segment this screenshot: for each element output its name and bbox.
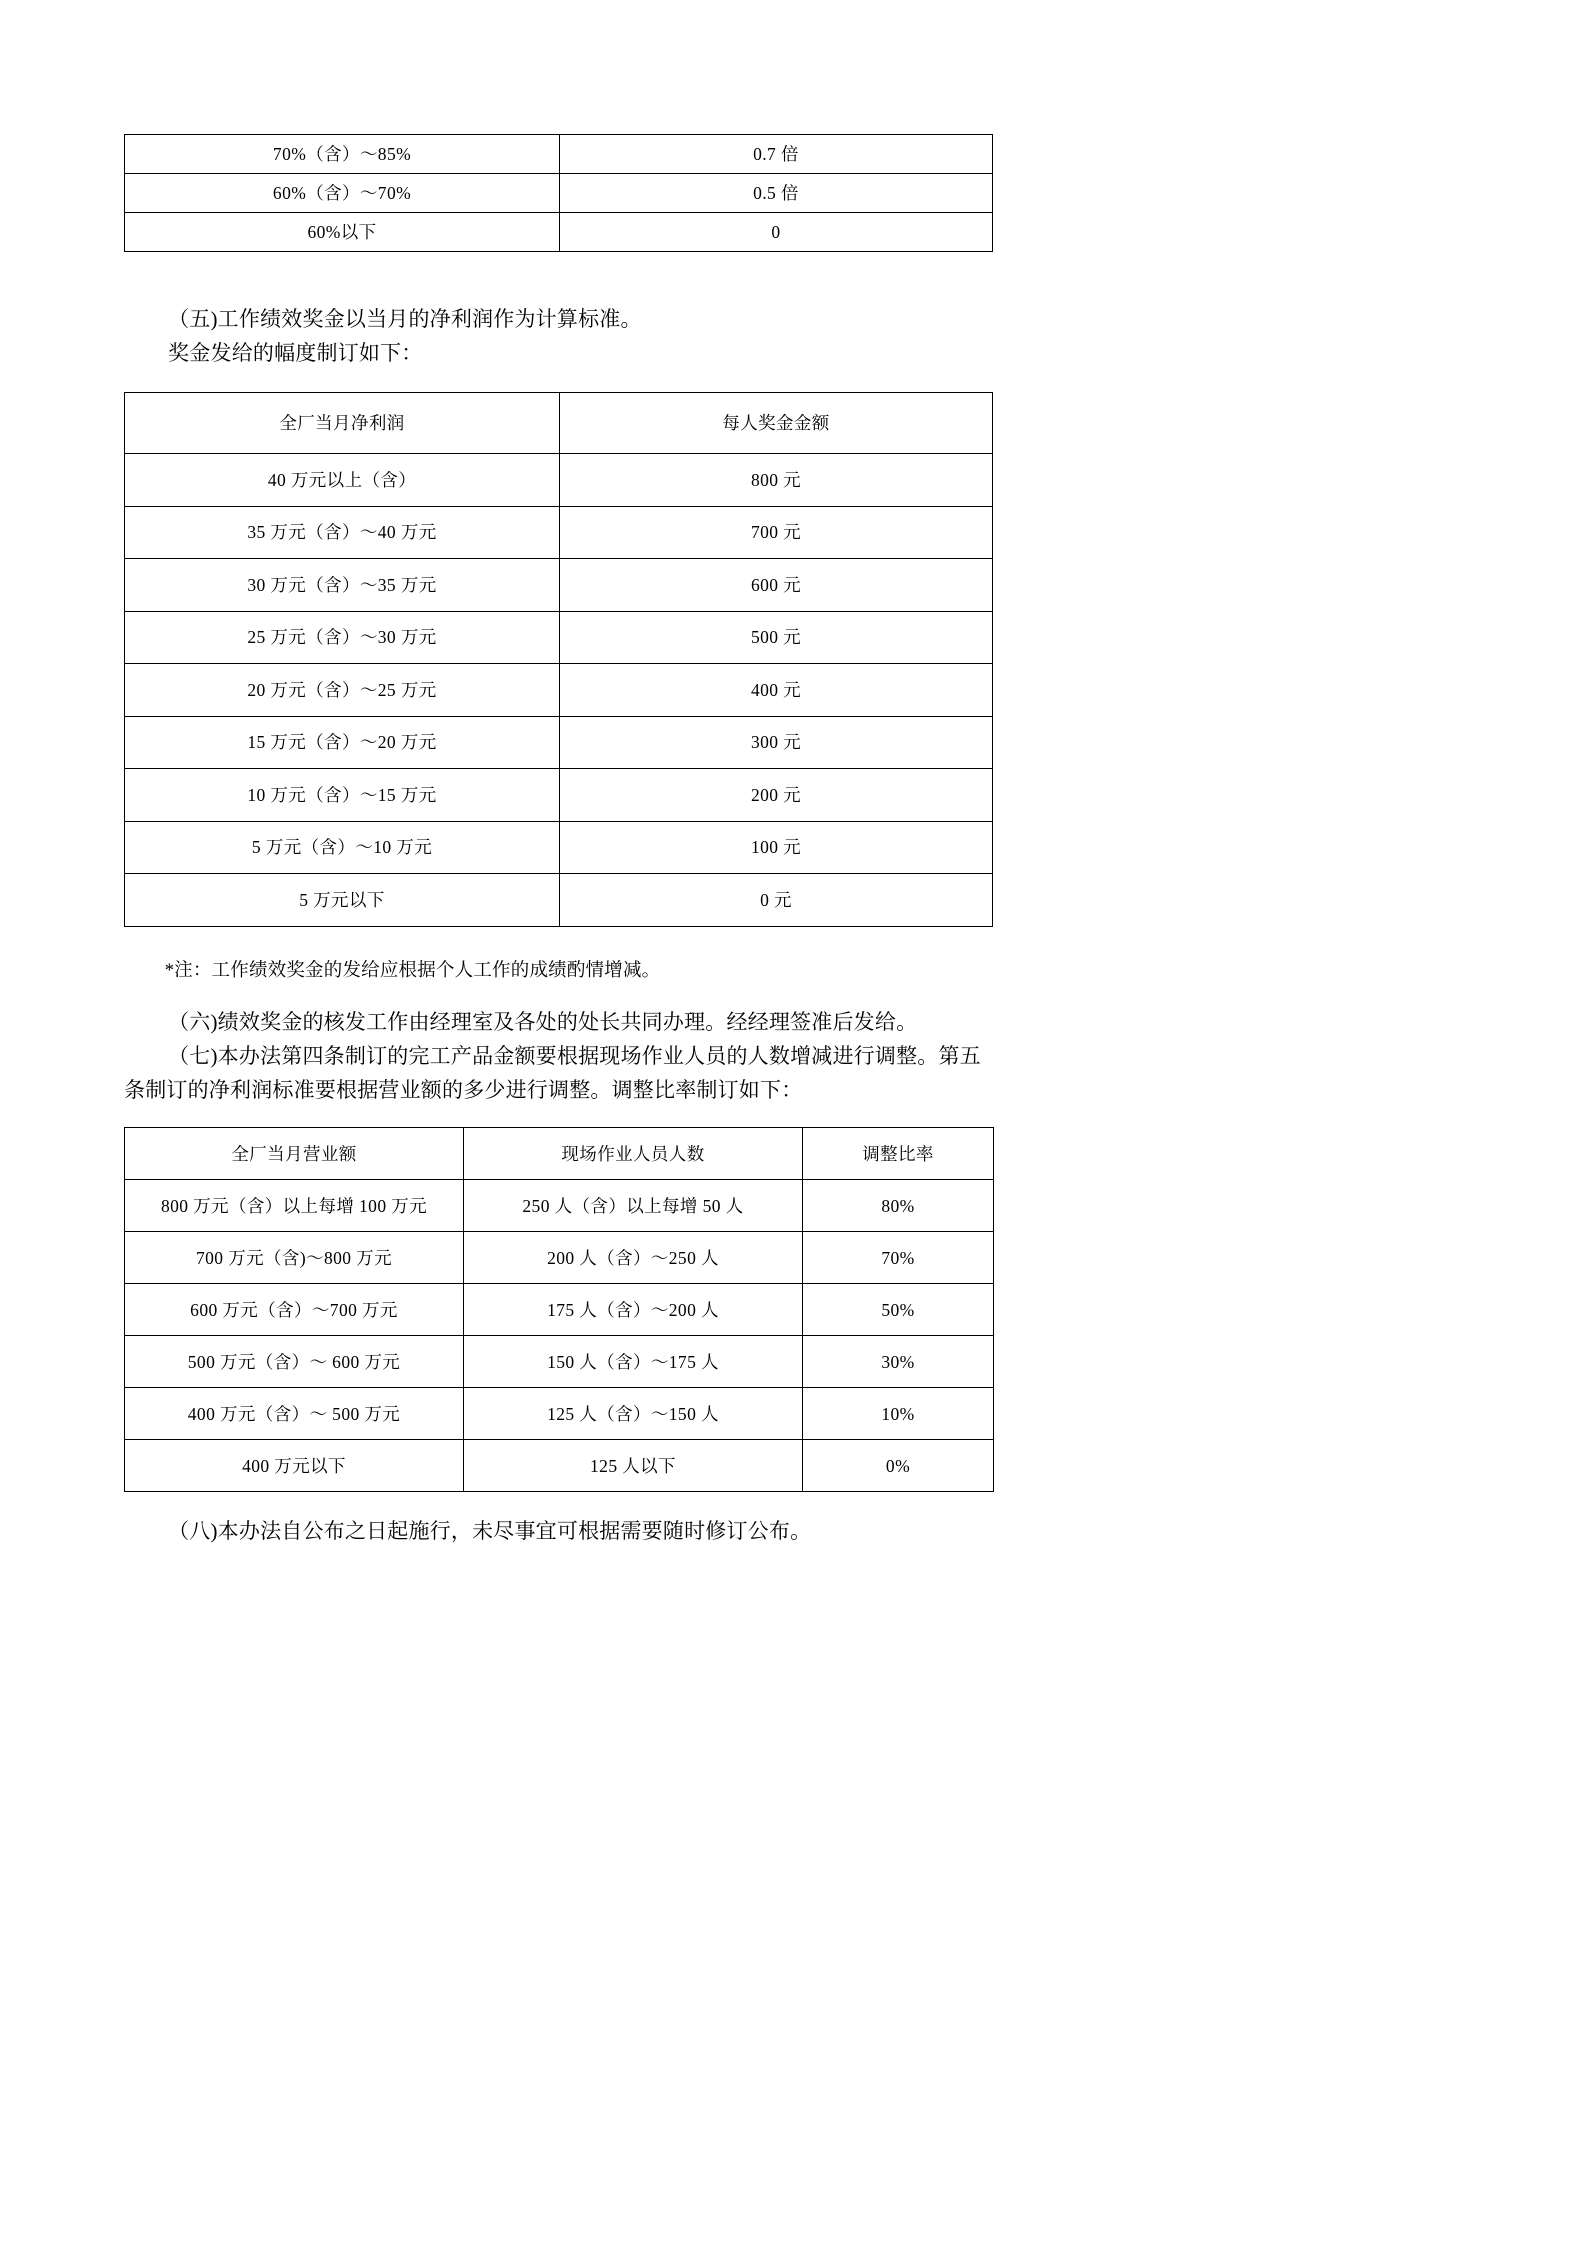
table-row — [125, 135, 993, 174]
table-row — [125, 664, 993, 717]
cell-factor: 0.5 倍 — [560, 174, 993, 213]
cell-factor: 0 — [560, 213, 993, 252]
cell-headcount: 250 人（含）以上每增 50 人 — [464, 1180, 803, 1232]
cell-ratio: 10% — [803, 1388, 994, 1440]
header-onsite-headcount: 现场作业人员人数 — [464, 1128, 803, 1180]
cell-ratio: 0% — [803, 1440, 994, 1492]
bonus-amount-table — [124, 392, 993, 927]
cell-profit: 20 万元（含）～25 万元 — [125, 664, 560, 717]
cell-headcount: 200 人（含）～250 人 — [464, 1232, 803, 1284]
cell-ratio: 50% — [803, 1284, 994, 1336]
cell-revenue: 600 万元（含）～700 万元 — [125, 1284, 464, 1336]
cell-bonus: 300 元 — [560, 716, 993, 769]
cell-bonus: 0 元 — [560, 874, 993, 927]
cell-revenue: 400 万元以下 — [125, 1440, 464, 1492]
table-row — [125, 174, 993, 213]
cell-profit: 5 万元以下 — [125, 874, 560, 927]
cell-ratio: 70% — [803, 1232, 994, 1284]
cell-headcount: 175 人（含）～200 人 — [464, 1284, 803, 1336]
paragraph-item-8: （八)本办法自公布之日起施行，未尽事宜可根据需要随时修订公布。 — [168, 1519, 812, 1544]
paragraph-item-7-line1: （七)本办法第四条制订的完工产品金额要根据现场作业人员的人数增减进行调整。第五 — [168, 1044, 981, 1069]
cell-bonus: 200 元 — [560, 769, 993, 822]
document-content — [124, 0, 990, 1548]
table-row — [125, 1440, 994, 1492]
table-row — [125, 506, 993, 559]
cell-factor: 0.7 倍 — [560, 135, 993, 174]
cell-headcount: 125 人以下 — [464, 1440, 803, 1492]
header-adjustment-ratio: 调整比率 — [803, 1128, 994, 1180]
cell-ratio: 80% — [803, 1180, 994, 1232]
table-row — [125, 213, 993, 252]
cell-revenue: 800 万元（含）以上每增 100 万元 — [125, 1180, 464, 1232]
table-row — [125, 1388, 994, 1440]
table-row — [125, 611, 993, 664]
cell-headcount: 150 人（含）～175 人 — [464, 1336, 803, 1388]
cell-bonus: 500 元 — [560, 611, 993, 664]
top-spacer — [124, 0, 990, 134]
cell-profit: 35 万元（含）～40 万元 — [125, 506, 560, 559]
cell-profit: 25 万元（含）～30 万元 — [125, 611, 560, 664]
cell-ratio: 30% — [803, 1336, 994, 1388]
cell-profit: 15 万元（含）～20 万元 — [125, 716, 560, 769]
spacer — [124, 1107, 990, 1127]
table-header-row — [125, 1128, 994, 1180]
cell-revenue: 500 万元（含）～ 600 万元 — [125, 1336, 464, 1388]
cell-range: 60%（含）～70% — [125, 174, 560, 213]
cell-profit: 5 万元（含）～10 万元 — [125, 821, 560, 874]
table-row — [125, 1336, 994, 1388]
cell-revenue: 400 万元（含）～ 500 万元 — [125, 1388, 464, 1440]
table-row — [125, 769, 993, 822]
table-row — [125, 1284, 994, 1336]
table-row — [125, 716, 993, 769]
header-monthly-net-profit: 全厂当月净利润 — [125, 393, 560, 454]
cell-bonus: 600 元 — [560, 559, 993, 612]
table-note: *注：工作绩效奖金的发给应根据个人工作的成绩酌情增减。 — [164, 961, 661, 982]
header-monthly-revenue: 全厂当月营业额 — [125, 1128, 464, 1180]
adjustment-ratio-table — [124, 1127, 994, 1492]
cell-bonus: 400 元 — [560, 664, 993, 717]
paragraph-item-7-line2: 条制订的净利润标准要根据营业额的多少进行调整。调整比率制订如下： — [124, 1078, 803, 1103]
cell-profit: 10 万元（含）～15 万元 — [125, 769, 560, 822]
cell-profit: 30 万元（含）～35 万元 — [125, 559, 560, 612]
cell-bonus: 100 元 — [560, 821, 993, 874]
cell-profit: 40 万元以上（含） — [125, 454, 560, 507]
cell-bonus: 800 元 — [560, 454, 993, 507]
table-row — [125, 1180, 994, 1232]
table-row — [125, 821, 993, 874]
table-row — [125, 454, 993, 507]
cell-range: 60%以下 — [125, 213, 560, 252]
continued-ratio-table — [124, 134, 993, 252]
paragraph-item-5: （五)工作绩效奖金以当月的净利润作为计算标准。 — [168, 307, 642, 331]
table-row — [125, 1232, 994, 1284]
spacer — [124, 252, 990, 302]
spacer — [124, 370, 990, 392]
paragraph-item-5-sub: 奖金发给的幅度制订如下： — [168, 341, 423, 366]
spacer — [124, 1492, 990, 1514]
table-row — [125, 874, 993, 927]
cell-headcount: 125 人（含）～150 人 — [464, 1388, 803, 1440]
header-bonus-per-person: 每人奖金金额 — [560, 393, 993, 454]
spacer — [124, 927, 990, 939]
cell-range: 70%（含）～85% — [125, 135, 560, 174]
table-header-row — [125, 393, 993, 454]
cell-bonus: 700 元 — [560, 506, 993, 559]
cell-revenue: 700 万元（含)～800 万元 — [125, 1232, 464, 1284]
table-row — [125, 559, 993, 612]
paragraph-item-6: （六)绩效奖金的核发工作由经理室及各处的处长共同办理。经经理签准后发给。 — [168, 1010, 918, 1035]
